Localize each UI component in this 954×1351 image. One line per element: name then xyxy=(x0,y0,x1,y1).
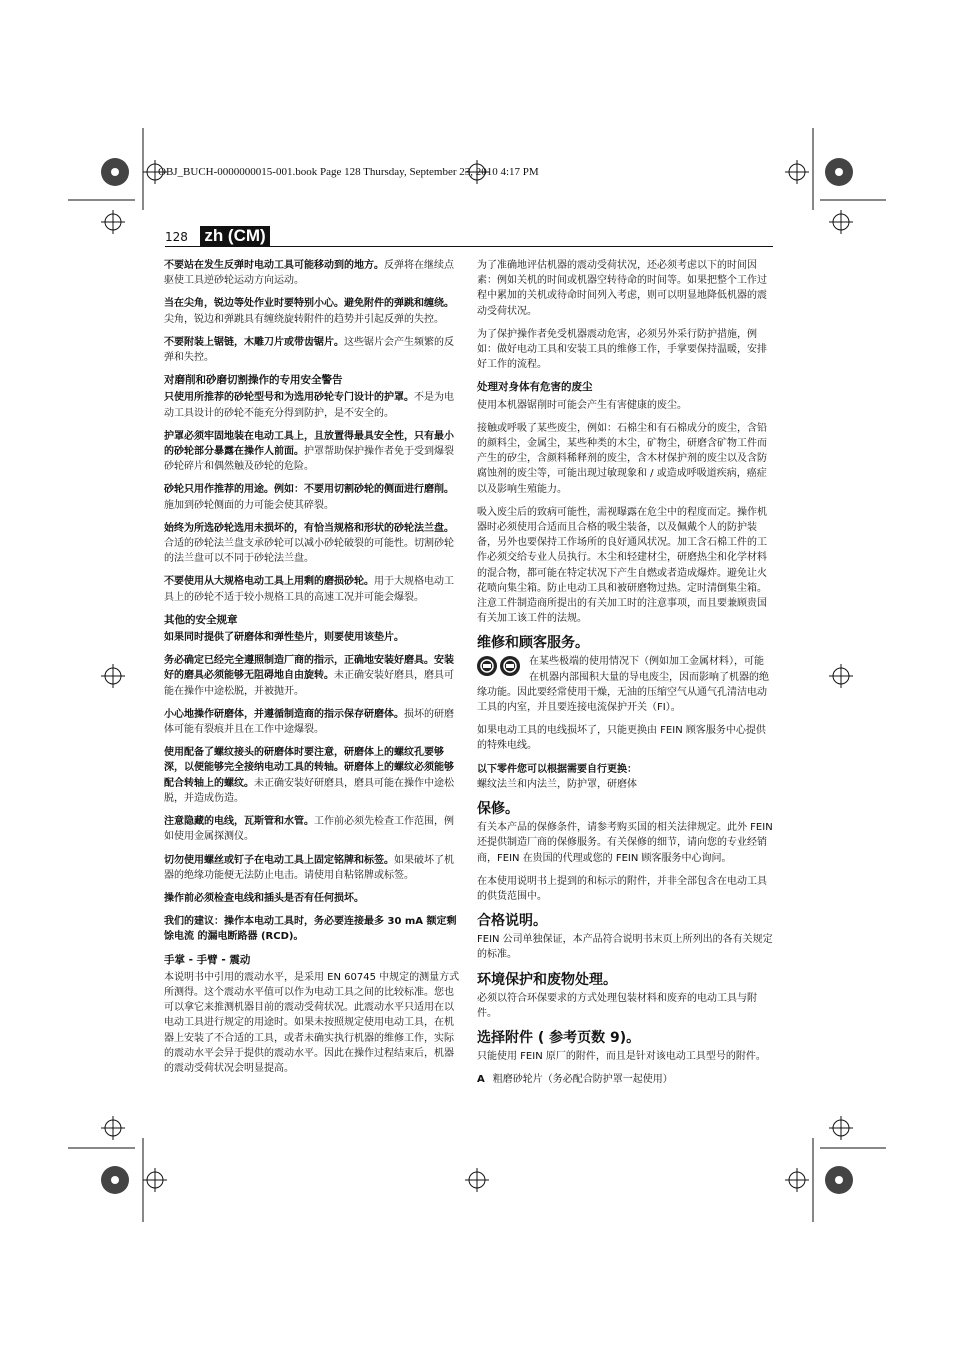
registration-target xyxy=(105,668,121,684)
paragraph xyxy=(164,814,460,844)
paragraph-text: 施加到砂轮侧面的力可能会使其碎裂。 xyxy=(164,499,334,511)
color-wheel-center xyxy=(111,1176,119,1184)
paragraph xyxy=(164,258,460,288)
paragraph-text: 护罩帮助保护操作者免于受到爆裂砂轮碎片和偶然触及砂轮的危险。 xyxy=(164,446,454,473)
paragraph-bold-lead: 砂轮只用作推荐的用途。例如：不要用切割砂轮的侧面进行磨削。 xyxy=(164,484,454,496)
paragraph-text: 必须以符合环保要求的方式处理包装材料和废弃的电动工具与附件。 xyxy=(477,992,757,1019)
header-rule xyxy=(165,246,773,247)
page-number: 128 xyxy=(165,230,188,244)
paragraph-bold-lead: 护罩必须牢固地装在电动工具上，且放置得最具安全性，只有最小的砂轮部分暴露在操作人前面。 xyxy=(164,430,454,458)
paragraph-bold-lead: 切勿使用螺丝或钉子在电动工具上固定铭牌和标签。 xyxy=(164,854,394,866)
paragraph-text: 用于大规格电动工具上的砂轮不适于较小规格工具的高速工况并可能会爆裂。 xyxy=(164,576,454,603)
paragraph xyxy=(477,820,773,866)
paragraph-text: 吸入废尘后的致病可能性，需视曝露在危尘中的程度而定。操作机器时必须使用合适而且合格的吸尘装备，以及佩戴个人的防护装备，另外也要保持工作场所的良好通风状况。加工含石棉工件的工作必须交给专业人员执行。木尘和轻建材尘，研磨热尘和化学材料的混合物，都可能在特定状况下产生自燃或者造成爆炸。避免让火花喷向集尘箱。防止电动工具和被研磨物过热。定时清倒集尘箱。注意工件制造商所提出的有关加工时的注意事项，而且要兼顾贵国有关加工该工件的法规。 xyxy=(477,506,767,625)
registration-target xyxy=(147,1172,163,1188)
paragraph xyxy=(477,327,773,373)
subheading: 其他的安全规章 xyxy=(164,613,238,626)
registration-target xyxy=(105,1120,121,1136)
paragraph xyxy=(164,891,460,906)
paragraph-bold-lead: 不要附装上锯链，木雕刀片或带齿锯片。 xyxy=(164,336,344,348)
paragraph-text: 尖角，锐边和弹跳具有缠绕旋转附件的趋势并引起反弹的失控。 xyxy=(164,313,444,325)
paragraph xyxy=(477,258,773,319)
registration-target xyxy=(833,668,849,684)
paragraph-text: 有关本产品的保修条件，请参考购买国的相关法律规定。此外 FEIN 还提供制造厂商的保修服务。有关保修的细节，请向您的专业经销商，FEIN 在贵国的代理或您的 FEIN 顾客服务中心询问。 xyxy=(477,822,773,864)
paragraph-text: 不是为电动工具设计的砂轮不能充分得到防护，是不安全的。 xyxy=(164,392,454,419)
paragraph-with-icons xyxy=(477,654,773,715)
paragraph-bold-lead: 务必确定已经完全遵照制造厂商的指示，正确地安装好磨具。安装好的磨具必须能够无阻碍地自由旋转。 xyxy=(164,655,454,682)
paragraph-bold-lead: 不要站在发生反弹时电动工具可能移动到的地方。 xyxy=(164,260,384,271)
paragraph-text: 合适的砂轮法兰盘支承砂轮可以减小砂轮破裂的可能性。切割砂轮的法兰盘可以不同于砂轮法兰盘。 xyxy=(164,538,454,565)
paragraph-text: 为了保护操作者免受机器震动危害，必须另外采行防护措施，例如：做好电动工具和安装工具的维修工作，手掌要保持温暖，安排好工作的流程。 xyxy=(477,328,767,371)
paragraph xyxy=(164,853,460,883)
section-heading: 合格说明。 xyxy=(477,913,547,930)
paragraph-text: 本说明书中引用的震动水平，是采用 EN 60745 中规定的测量方式所测得。这个震动水平值可以作为电动工具之间的比较标准。您也可以拿它来推测机器目前的震动受荷状况。此震动水平只适用在以电动工具进行规定的用途时。如果未按照规定使用电动工具，在机器上安装了不合适的工具，或者未确实执行机器的维修工作，实际的震动水平会异于提供的震动水平。因此在操作过程结束后，机器的震动受荷状况会明显提高。 xyxy=(164,971,460,1074)
color-wheel xyxy=(825,1166,853,1194)
paragraph xyxy=(477,874,773,904)
left-column xyxy=(164,258,460,1084)
paragraph-text: 接触或呼吸了某些废尘，例如：石棉尘和有石棉成分的废尘，含铅的颜料尘，金属尘，某些种类的木尘，矿物尘，研磨含矿物工件而产生的矽尘，含颜料稀释剂的废尘，含木材保护剂的废尘以及含防腐蚀剂的废尘等，可能出现过敏现象和 / 或造成呼吸道疾病，癌症以及影响生殖能力。 xyxy=(477,422,767,495)
paragraph-text: 在某些极端的使用情况下（例如加工金属材料），可能在机器内部囤积大量的导电废尘，因而影响了机器的绝缘功能。因此要经常使用干燥，无油的压缩空气从通气孔清洁电动工具的内室，并且要连接电流保护开关（FI）。 xyxy=(477,656,769,714)
paragraph-text: FEIN 公司单独保证，本产品符合说明书末页上所列出的各有关规定的标准。 xyxy=(477,934,773,961)
paragraph-text: 这些锯片会产生频繁的反弹和失控。 xyxy=(164,336,454,364)
subheading: 对磨削和砂磨切割操作的专用安全警告 xyxy=(164,374,343,387)
subheading: 处理对身体有危害的废尘 xyxy=(477,381,593,394)
paragraph xyxy=(164,970,460,1076)
paragraph-bold-lead: 使用配备了螺纹接头的研磨体时要注意，研磨体上的螺纹孔要够深，以便能够完全接纳电动工具的转轴。研磨体上的螺纹必须能够配合转轴上的螺纹。 xyxy=(164,747,454,789)
registration-target xyxy=(105,214,121,230)
paragraph xyxy=(477,762,773,792)
paragraph xyxy=(164,653,460,699)
paragraph-text: 未正确安装好研磨具，磨具可能在操作中途松脱，并造成伤造。 xyxy=(164,777,454,804)
registration-target xyxy=(789,1172,805,1188)
paragraph xyxy=(477,1049,773,1064)
paragraph-text: 损坏的研磨体可能有裂痕并且在工作中途爆裂。 xyxy=(164,708,454,736)
registration-target xyxy=(833,1120,849,1136)
paragraph xyxy=(164,914,460,944)
paragraph xyxy=(477,723,773,753)
paragraph-bold-lead: 不要使用从大规格电动工具上用剩的磨损砂轮。 xyxy=(164,576,374,588)
paragraph-bold-lead: 我们的建议：操作本电动工具时，务必要连接最多 30 mA 额定剩馀电流 的漏电断路器 (RCD)。 xyxy=(164,916,457,943)
paragraph-text: 工作前必须先检查工作范围，例如使用金属探测仪。 xyxy=(164,816,454,843)
section-heading: 保修。 xyxy=(477,801,519,818)
goggles-warning-icon xyxy=(477,656,497,676)
paragraph xyxy=(477,932,773,962)
color-wheel xyxy=(101,1166,129,1194)
list-item xyxy=(477,1072,773,1087)
paragraph-text: 使用本机器锯削时可能会产生有害健康的废尘。 xyxy=(477,399,687,411)
paragraph xyxy=(164,390,460,420)
registration-target xyxy=(833,214,849,230)
paragraph xyxy=(164,521,460,567)
paragraph xyxy=(477,421,773,497)
paragraph xyxy=(164,745,460,806)
section-heading: 选择附件 ( 参考页数 9)。 xyxy=(477,1029,641,1046)
paragraph-bold-lead: 如果同时提供了研磨体和弹性垫片，则要使用该垫片。 xyxy=(164,632,404,644)
paragraph-bold-lead: 小心地操作研磨体，并遵循制造商的指示保存研磨体。 xyxy=(164,708,404,720)
paragraph-text: 未正确安装好磨具，磨具可能在操作中途松脱，并被抛开。 xyxy=(164,670,454,697)
paragraph xyxy=(477,505,773,627)
paragraph-text: 在本使用说明书上提到的和标示的附件，并非全部包含在电动工具的供货范围中。 xyxy=(477,875,767,902)
paragraph-bold-lead: 当在尖角，锐边等处作业时要特别小心。避免附件的弹跳和缠绕。 xyxy=(164,298,454,310)
list-item-text: 粗磨砂轮片（务必配合防护罩一起使用） xyxy=(492,1074,673,1086)
paragraph xyxy=(164,707,460,737)
registration-target xyxy=(469,1172,485,1188)
paragraph-text: 螺纹法兰和内法兰，防护罩，研磨体 xyxy=(477,778,637,790)
list-item-label: A xyxy=(477,1074,485,1086)
color-wheel-center xyxy=(111,168,119,176)
subheading: 手掌 - 手臂 - 震动 xyxy=(164,953,251,966)
paragraph xyxy=(164,296,460,326)
section-heading: 维修和顾客服务。 xyxy=(477,635,589,652)
paragraph-text: 为了准确地评估机器的震动受荷状况，还必须考虑以下的时间因素：例如关机的时间或机器空转待命的时间等。如果把整个工作过程中累加的关机或待命时间列入考虑，则可以明显地降低机器的震动受荷状况。 xyxy=(477,260,767,317)
paragraph-bold-lead: 始终为所选砂轮选用未损坏的，有恰当规格和形状的砂轮法兰盘。 xyxy=(164,522,454,534)
color-wheel-center xyxy=(835,1176,843,1184)
registration-target xyxy=(789,164,805,180)
warning-icons xyxy=(477,656,523,676)
paragraph xyxy=(164,630,460,645)
language-tab: zh (CM) xyxy=(200,226,270,246)
power-tool-icon xyxy=(500,656,520,676)
paragraph-bold-lead: 注意隐藏的电线，瓦斯管和水管。 xyxy=(164,816,314,828)
paragraph xyxy=(164,335,460,365)
paragraph xyxy=(477,398,773,413)
paragraph-text: 反弹将在继续点驱使工具逆砂轮运动方向运动。 xyxy=(164,260,454,287)
paragraph xyxy=(164,429,460,475)
print-slug: OBJ_BUCH-0000000015-001.book Page 128 Thursday, September 23, 2010 4:17 PM xyxy=(158,166,539,178)
color-wheel xyxy=(101,158,129,186)
paragraph-bold-lead: 操作前必须检查电线和插头是否有任何损坏。 xyxy=(164,892,364,904)
section-heading: 环境保护和废物处理。 xyxy=(477,971,617,988)
paragraph-text: 只能使用 FEIN 原厂的附件，而且是针对该电动工具型号的附件。 xyxy=(477,1050,766,1062)
paragraph-bold-lead: 以下零件您可以根据需要自行更换： xyxy=(477,763,637,775)
paragraph xyxy=(477,991,773,1021)
paragraph-text: 如果破坏了机器的绝缘功能便无法防止电击。请使用自粘铭牌或标签。 xyxy=(164,854,454,881)
paragraph xyxy=(164,574,460,604)
color-wheel xyxy=(825,158,853,186)
paragraph-text: 如果电动工具的电线损坏了，只能更换由 FEIN 顾客服务中心提供的特殊电线。 xyxy=(477,725,766,752)
paragraph xyxy=(164,482,460,512)
right-column xyxy=(477,258,773,1095)
paragraph-bold-lead: 只使用所推荐的砂轮型号和为选用砂轮专门设计的护罩。 xyxy=(164,392,414,404)
color-wheel-center xyxy=(835,168,843,176)
